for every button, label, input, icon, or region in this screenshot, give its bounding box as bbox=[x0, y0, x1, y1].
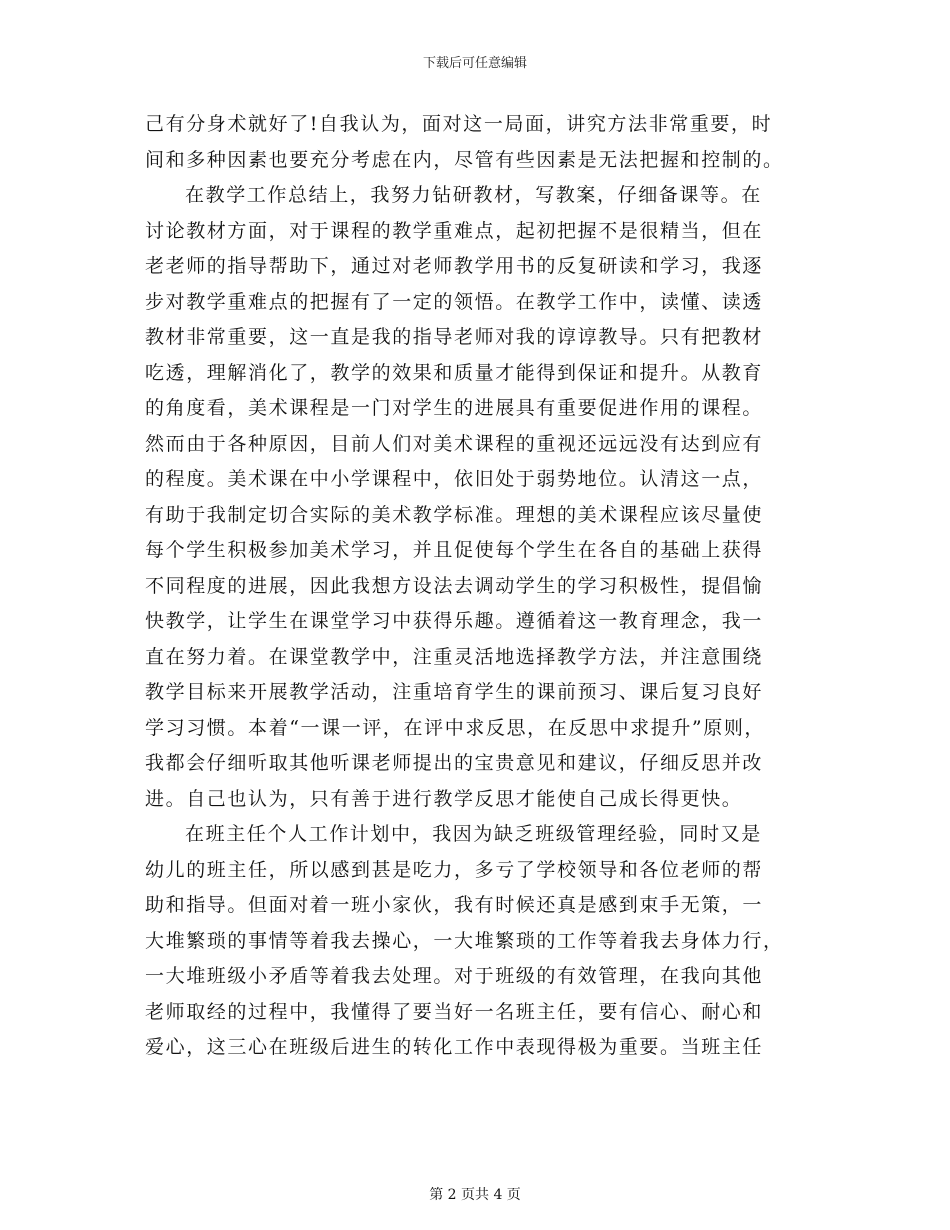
text-line: 学习习惯。本着“一课一评，在评中求反思，在反思中求提升”原则， bbox=[145, 716, 766, 739]
text-line: 快教学，让学生在课堂学习中获得乐趣。遵循着这一教育理念，我一 bbox=[145, 610, 764, 632]
text-line: 吃透，理解消化了，教学的效果和质量才能得到保证和提升。从教育 bbox=[145, 361, 764, 384]
text-line: 步对教学重难点的把握有了一定的领悟。在教学工作中，读懂、读透 bbox=[145, 290, 764, 313]
text-line: 直在努力着。在课堂教学中，注重灵活地选择教学方法，并注意围绕 bbox=[145, 645, 764, 668]
text-line: 我都会仔细听取其他听课老师提出的宝贵意见和建议，仔细反思并改 bbox=[145, 752, 764, 774]
text-line: 教学目标来开展教学活动，注重培育学生的课前预习、课后复习良好 bbox=[145, 681, 764, 703]
text-line: 进。自己也认为，只有善于进行教学反思才能使自己成长得更快。 bbox=[145, 787, 743, 810]
text-line: 大堆繁琐的事情等着我去操心，一大堆繁琐的工作等着我去身体力行， bbox=[145, 929, 784, 952]
text-line: 教材非常重要，这一直是我的指导老师对我的谆谆教导。只有把教材 bbox=[145, 326, 764, 348]
text-line: 幼儿的班主任，所以感到甚是吃力，多亏了学校领导和各位老师的帮 bbox=[145, 858, 764, 881]
text-line: 间和多种因素也要充分考虑在内，尽管有些因素是无法把握和控制的。 bbox=[145, 148, 784, 171]
text-line: 一大堆班级小矛盾等着我去处理。对于班级的有效管理，在我向其他 bbox=[145, 965, 764, 987]
text-line: 讨论教材方面，对于课程的教学重难点，起初把握不是很精当，但在 bbox=[145, 219, 764, 242]
text-line: 爱心，这三心在班级后进生的转化工作中表现得极为重要。当班主任 bbox=[145, 1036, 764, 1058]
text-line: 助和指导。但面对着一班小家伙，我有时候还真是感到束手无策，一 bbox=[145, 894, 764, 916]
text-line: 的角度看，美术课程是一门对学生的进展具有重要促进作用的课程。 bbox=[145, 397, 764, 419]
text-line: 己有分身术就好了!自我认为，面对这一局面，讲究方法非常重要，时 bbox=[145, 113, 773, 135]
text-line: 然而由于各种原因，目前人们对美术课程的重视还远远没有达到应有 bbox=[145, 432, 764, 455]
text-line: 的程度。美术课在中小学课程中，依旧处于弱势地位。认清这一点， bbox=[145, 468, 764, 490]
text-line: 在教学工作总结上，我努力钻研教材，写教案，仔细备课等。在 bbox=[185, 184, 762, 206]
text-line: 不同程度的进展，因此我想方设法去调动学生的学习积极性，提倡愉 bbox=[145, 574, 764, 597]
text-line: 老老师的指导帮助下，通过对老师教学用书的反复研读和学习，我逐 bbox=[145, 255, 764, 277]
text-line: 有助于我制定切合实际的美术教学标准。理想的美术课程应该尽量使 bbox=[145, 503, 764, 526]
page-header: 下载后可任意编辑 bbox=[422, 56, 527, 71]
text-line: 每个学生积极参加美术学习，并且促使每个学生在各自的基础上获得 bbox=[145, 539, 764, 561]
document-body bbox=[145, 107, 805, 1066]
page-footer: 第 2 页共 4 页 bbox=[429, 1187, 521, 1203]
text-line: 老师取经的过程中，我懂得了要当好一名班主任，要有信心、耐心和 bbox=[145, 1000, 764, 1023]
text-line: 在班主任个人工作计划中，我因为缺乏班级管理经验，同时又是 bbox=[185, 823, 762, 845]
